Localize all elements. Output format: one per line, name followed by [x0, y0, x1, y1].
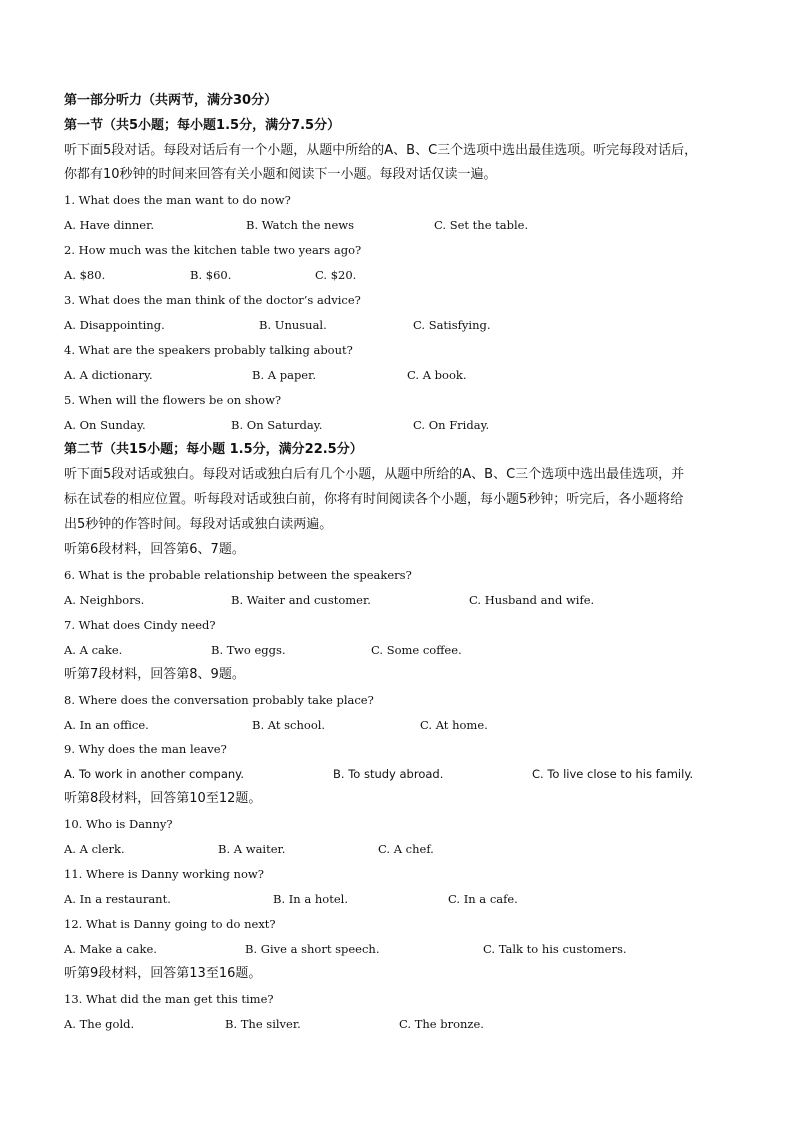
q1-option-a: A. Have dinner.	[64, 218, 155, 232]
q11-option-b: B. In a hotel.	[273, 892, 348, 906]
q8-option-a: A. In an office.	[64, 718, 149, 732]
q2-option-a: A. $80.	[64, 268, 106, 282]
question-3: 3. What does the man think of the doctor’s advice?	[64, 293, 361, 307]
q3-option-c: C. Satisfying.	[413, 318, 491, 332]
q9-option-b: B. To study abroad.	[333, 767, 444, 781]
q4-option-c: C. A book.	[407, 368, 467, 382]
section2-instructions-1: 听下面5段对话或独白。每段对话或独白后有几个小题，从题中所给的A、B、C三个选项中选出最佳选项，并	[64, 467, 685, 482]
section1-instructions-1: 听下面5段对话。每段对话后有一个小题，从题中所给的A、B、C三个选项中选出最佳选项。听完每段对话后，	[64, 143, 698, 158]
question-10: 10. Who is Danny?	[64, 817, 173, 831]
section1-instructions-2: 你都有10秒钟的时间来回答有关小题和阅读下一小题。每段对话仅读一遍。	[64, 167, 497, 182]
q8-option-c: C. At home.	[420, 718, 488, 732]
q3-option-b: B. Unusual.	[259, 318, 327, 332]
q13-option-b: B. The silver.	[225, 1017, 301, 1031]
section2-title: 第二节（共15小题；每小题 1.5分，满分22.5分）	[64, 442, 363, 457]
question-9: 9. Why does the man leave?	[64, 742, 227, 756]
q6-option-b: B. Waiter and customer.	[231, 593, 371, 607]
question-11: 11. Where is Danny working now?	[64, 867, 264, 881]
part-title: 第一部分听力（共两节，满分30分）	[64, 93, 278, 108]
material-8-note: 听第8段材料，回答第10至12题。	[64, 791, 262, 806]
q3-option-a: A. Disappointing.	[64, 318, 165, 332]
q9-option-c: C. To live close to his family.	[532, 767, 694, 781]
q9-option-a: A. To work in another company.	[64, 767, 245, 781]
q13-option-c: C. The bronze.	[399, 1017, 484, 1031]
q7-option-c: C. Some coffee.	[371, 643, 462, 657]
q4-option-a: A. A dictionary.	[64, 368, 153, 382]
question-12: 12. What is Danny going to do next?	[64, 917, 276, 931]
question-8: 8. Where does the conversation probably take place?	[64, 693, 374, 707]
q1-option-c: C. Set the table.	[434, 218, 529, 232]
q11-option-c: C. In a cafe.	[448, 892, 518, 906]
q8-option-b: B. At school.	[252, 718, 326, 732]
q7-option-b: B. Two eggs.	[211, 643, 286, 657]
q4-option-b: B. A paper.	[252, 368, 316, 382]
question-4: 4. What are the speakers probably talking about?	[64, 343, 353, 357]
q10-option-a: A. A clerk.	[64, 842, 125, 856]
q2-option-c: C. $20.	[315, 268, 357, 282]
q5-option-a: A. On Sunday.	[64, 418, 146, 432]
q10-option-c: C. A chef.	[378, 842, 434, 856]
question-1: 1. What does the man want to do now?	[64, 193, 291, 207]
q13-option-a: A. The gold.	[64, 1017, 135, 1031]
q10-option-b: B. A waiter.	[218, 842, 286, 856]
q2-option-b: B. $60.	[190, 268, 232, 282]
question-6: 6. What is the probable relationship between the speakers?	[64, 568, 412, 582]
q5-option-b: B. On Saturday.	[231, 418, 323, 432]
q12-option-b: B. Give a short speech.	[245, 942, 380, 956]
section2-instructions-3: 出5秒钟的作答时间。每段对话或独白读两遍。	[64, 517, 333, 532]
question-2: 2. How much was the kitchen table two years ago?	[64, 243, 362, 257]
section2-instructions-2: 标在试卷的相应位置。听每段对话或独白前，你将有时间阅读各个小题，每小题5秒钟；听完后，各小题将给	[64, 492, 684, 507]
question-7: 7. What does Cindy need?	[64, 618, 216, 632]
q11-option-a: A. In a restaurant.	[64, 892, 171, 906]
material-9-note: 听第9段材料，回答第13至16题。	[64, 966, 262, 981]
question-5: 5. When will the flowers be on show?	[64, 393, 282, 407]
material-7-note: 听第7段材料，回答第8、9题。	[64, 667, 245, 682]
material-6-note: 听第6段材料，回答第6、7题。	[64, 542, 245, 557]
section1-title: 第一节（共5小题；每小题1.5分，满分7.5分）	[64, 118, 341, 133]
q1-option-b: B. Watch the news	[246, 218, 355, 232]
q5-option-c: C. On Friday.	[413, 418, 490, 432]
question-13: 13. What did the man get this time?	[64, 992, 274, 1006]
q6-option-c: C. Husband and wife.	[469, 593, 595, 607]
q7-option-a: A. A cake.	[64, 643, 123, 657]
q12-option-a: A. Make a cake.	[64, 942, 157, 956]
q12-option-c: C. Talk to his customers.	[483, 942, 627, 956]
q6-option-a: A. Neighbors.	[64, 593, 145, 607]
